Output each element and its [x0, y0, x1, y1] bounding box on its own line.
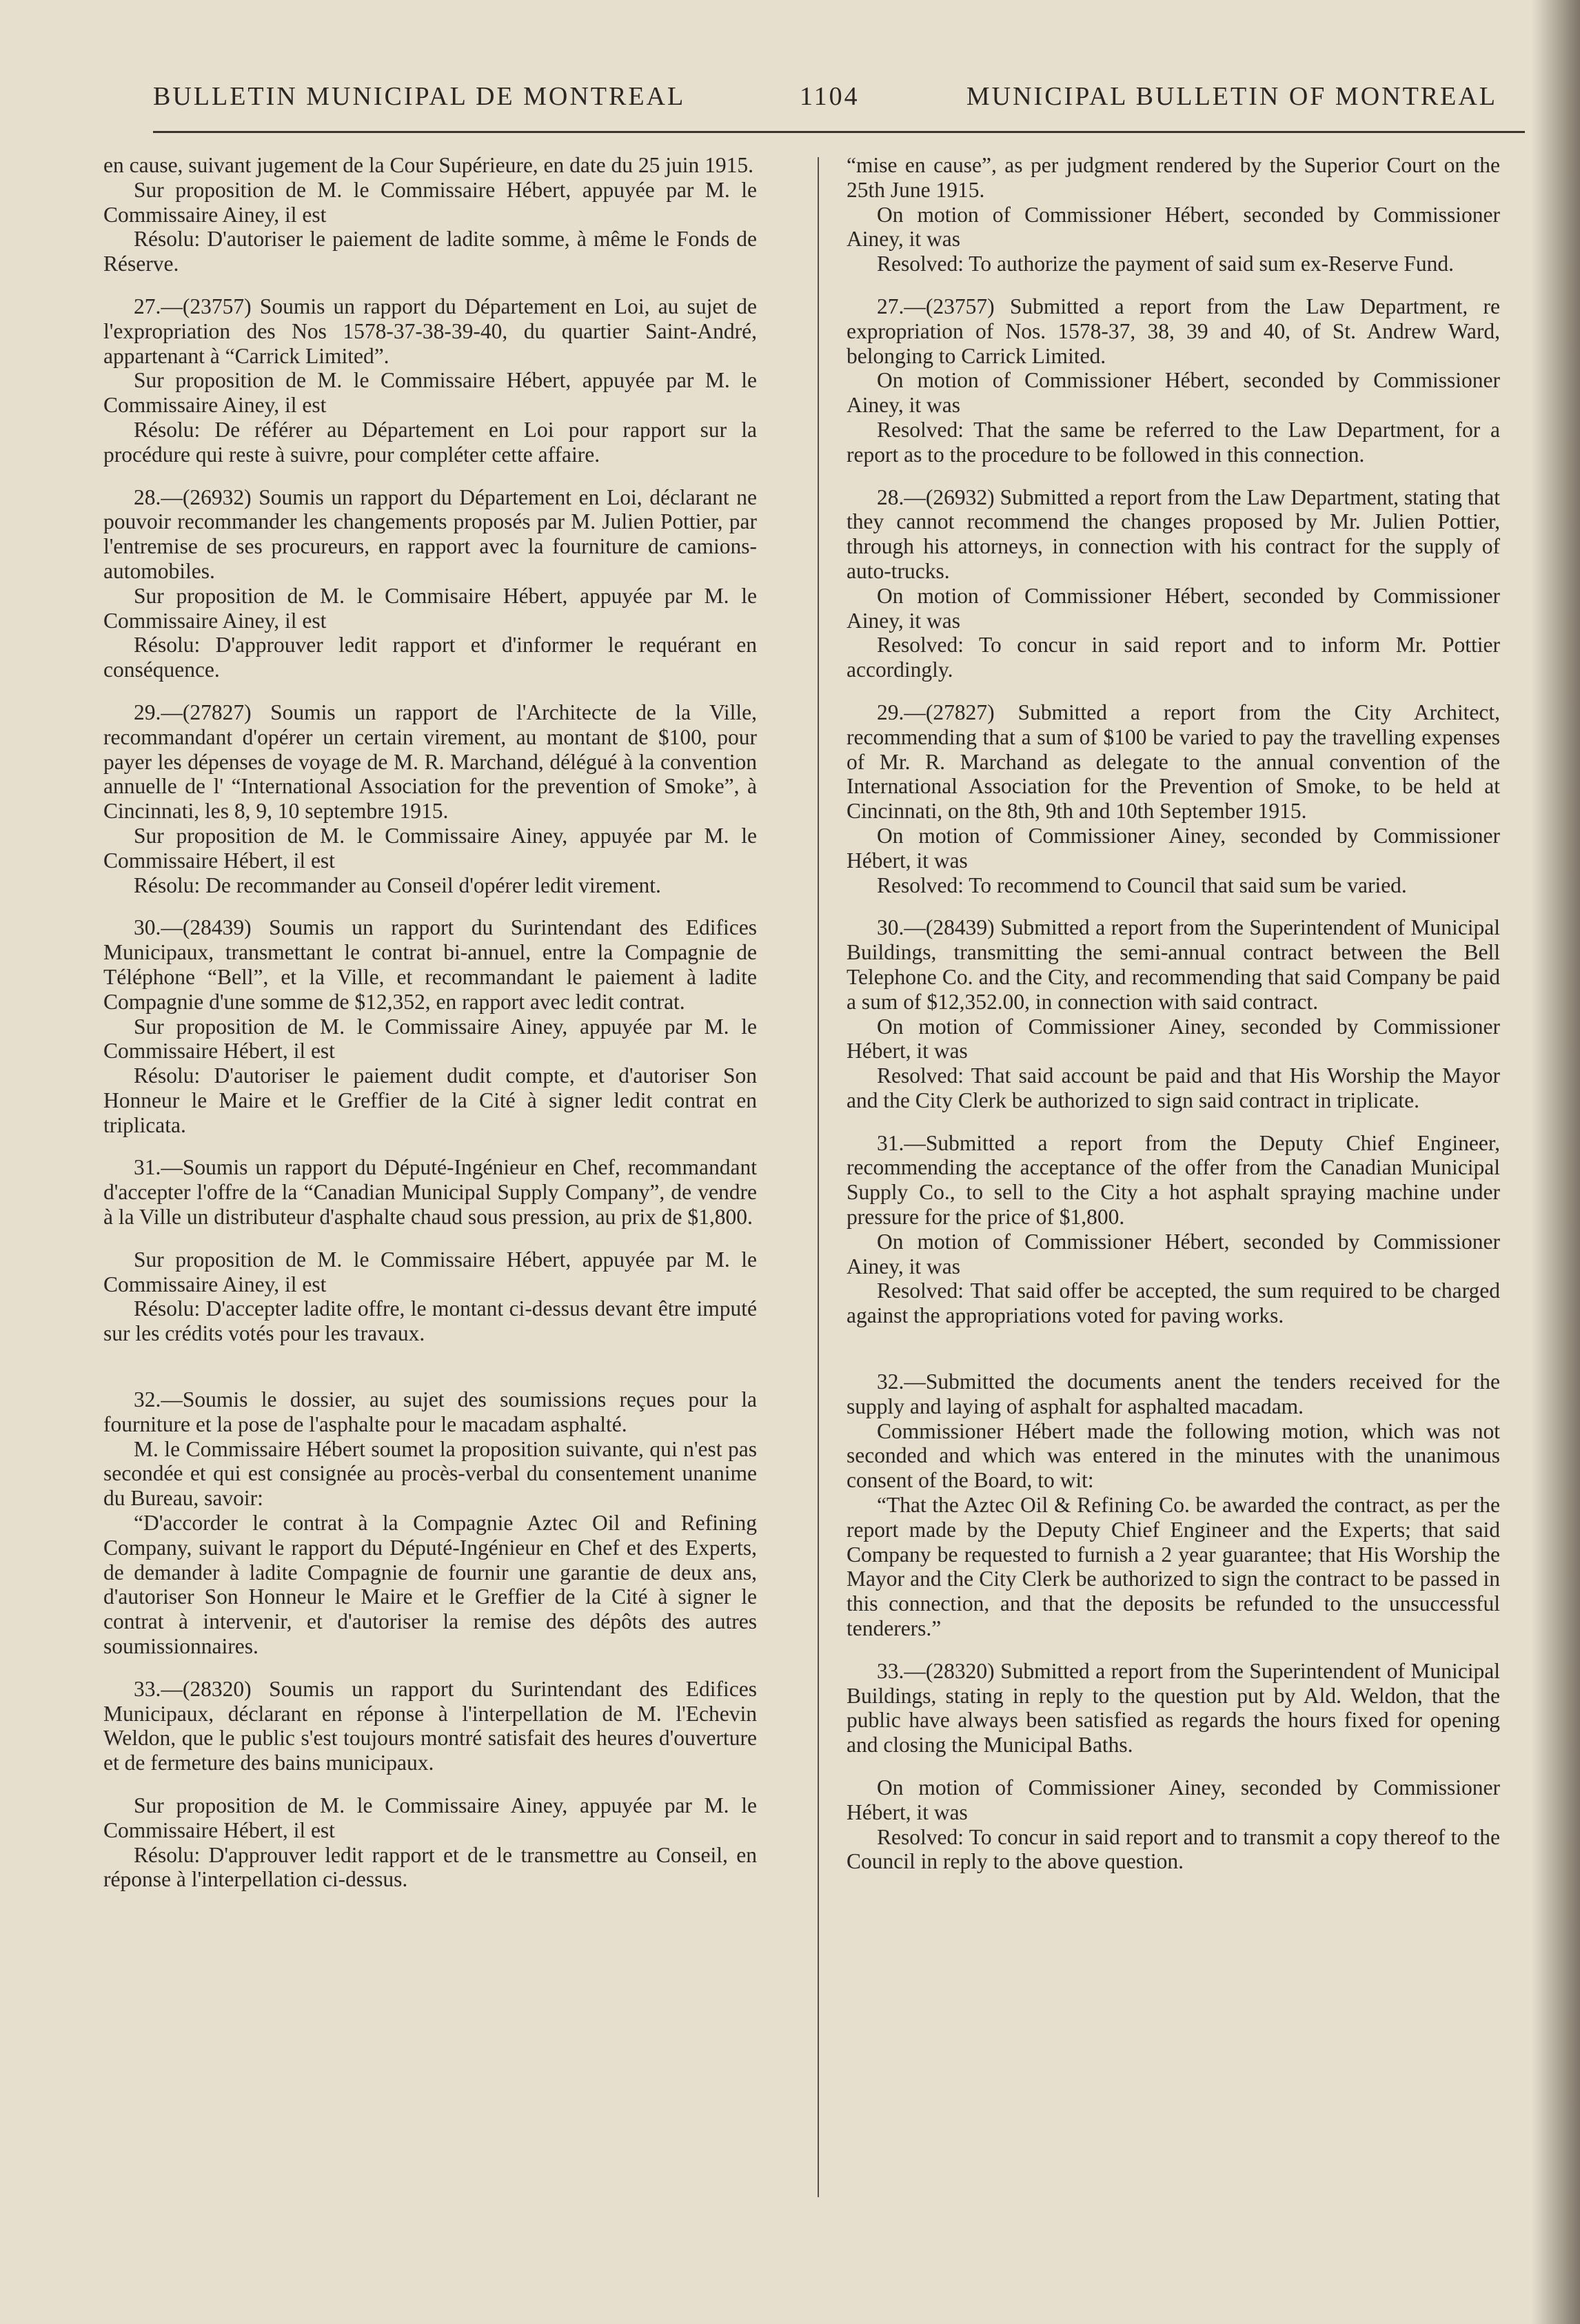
paragraph: 30.—(28439) Soumis un rapport du Surintendant des Edifices Municipaux, transmettant le contrat bi-annuel, entre la Compagnie de Téléphone “Bell”, et la Ville, et recommandant le paiement à ladite Compagnie d'une somme de $12,352, en rapport avec ledit contrat.	[103, 915, 757, 1014]
paragraph: Sur proposition de M. le Commisaire Hébert, appuyée par M. le Commissaire Ainey, il est	[103, 583, 757, 633]
paragraph: “That the Aztec Oil & Refining Co. be awarded the contract, as per the report made by the Deputy Chief Engineer and the Experts; that said Company be requested to furnish a 2 year guarantee; that His Worship the Mayor and the City Clerk be authorized to sign the contract to be passed in this connection, and that the deposits be refunded to the unsuccessful tenderers.”	[847, 1493, 1500, 1641]
header-title-english: MUNICIPAL BULLETIN OF MONTREAL	[966, 82, 1497, 111]
paragraph: 31.—Soumis un rapport du Député-Ingénieur en Chef, recommandant d'accepter l'offre de la “Canadian Municipal Supply Company”, de vendre à la Ville un distributeur d'asphalte chaud sous pression, au prix de $1,800.	[103, 1155, 757, 1230]
paragraph: Résolu: D'approuver ledit rapport et d'informer le requérant en conséquence.	[103, 633, 757, 682]
paragraph: Résolu: D'autoriser le paiement de ladite somme, à même le Fonds de Réserve.	[103, 227, 757, 276]
paragraph: On motion of Commissioner Hébert, seconded by Commissioner Ainey, it was	[847, 583, 1500, 633]
english-column	[847, 153, 1500, 1874]
paragraph: Sur proposition de M. le Commissaire Ainey, appuyée par M. le Commissaire Hébert, il est	[103, 1014, 757, 1063]
paragraph: Resolved: To concur in said report and to inform Mr. Pottier accordingly.	[847, 633, 1500, 682]
paragraph: Resolved: That said offer be accepted, the sum required to be charged against the appropriations voted for paving works.	[847, 1278, 1500, 1328]
header-title-french: BULLETIN MUNICIPAL DE MONTREAL	[153, 82, 686, 111]
paragraph: Resolved: That the same be referred to the Law Department, for a report as to the procedure to be followed in this connection.	[847, 417, 1500, 467]
paragraph: 33.—(28320) Submitted a report from the Superintendent of Municipal Buildings, stating in reply to the question put by Ald. Weldon, that the public have always been satisfied as regards the hours fixed for opening and closing the Municipal Baths.	[847, 1658, 1500, 1757]
french-column	[103, 153, 757, 1892]
paragraph: 33.—(28320) Soumis un rapport du Surintendant des Edifices Municipaux, déclarant en réponse à l'interpellation de M. l'Echevin Weldon, que le public s'est toujours montré satisfait des heures d'ouverture et de fermeture des bains municipaux.	[103, 1676, 757, 1775]
paragraph: Résolu: D'approuver ledit rapport et de le transmettre au Conseil, en réponse à l'interpellation ci-dessus.	[103, 1842, 757, 1892]
paragraph: 27.—(23757) Submitted a report from the Law Department, re expropriation of Nos. 1578-37, 38, 39 and 40, of St. Andrew Ward, belonging to Carrick Limited.	[847, 294, 1500, 368]
paragraph: 29.—(27827) Submitted a report from the City Architect, recommending that a sum of $100 be varied to pay the travelling expenses of Mr. R. Marchand as delegate to the annual convention of the International Association for the Prevention of Smoke, to be held at Cincinnati, on the 8th, 9th and 10th September 1915.	[847, 700, 1500, 824]
paragraph: en cause, suivant jugement de la Cour Supérieure, en date du 25 juin 1915.	[103, 153, 754, 177]
paragraph: 29.—(27827) Soumis un rapport de l'Architecte de la Ville, recommandant d'opérer un certain virement, au montant de $100, pour payer les dépenses de voyage de M. R. Marchand, délégué à la convention annuelle de l' “International Association for the prevention of Smoke”, à Cincinnati, les 8, 9, 10 septembre 1915.	[103, 700, 757, 824]
page-edge-shadow	[1532, 0, 1580, 2324]
paragraph: On motion of Commissioner Hébert, seconded by Commissioner Ainey, it was	[847, 1229, 1500, 1278]
paragraph: 30.—(28439) Submitted a report from the Superintendent of Municipal Buildings, transmitting the semi-annual contract between the Bell Telephone Co. and the City, and recommending that said Company be paid a sum of $12,352.00, in connection with said contract.	[847, 915, 1500, 1014]
paragraph: Sur proposition de M. le Commissaire Hébert, appuyée par M. le Commissaire Ainey, il est	[103, 177, 757, 227]
paragraph: 28.—(26932) Submitted a report from the Law Department, stating that they cannot recommend the changes proposed by Mr. Julien Pottier, through his attorneys, in connection with his contract for the supply of auto-trucks.	[847, 485, 1500, 583]
paragraph: Commissioner Hébert made the following motion, which was not seconded and which was entered in the minutes with the unanimous consent of the Board, to wit:	[847, 1418, 1500, 1493]
paragraph: 28.—(26932) Soumis un rapport du Département en Loi, déclarant ne pouvoir recommander les changements proposés par M. Julien Pottier, par l'entremise de ses procureurs, en rapport avec la fourniture de camions-automobiles.	[103, 485, 757, 583]
paragraph: Résolu: D'accepter ladite offre, le montant ci-dessus devant être imputé sur les crédits votés pour les travaux.	[103, 1296, 757, 1346]
paragraph: On motion of Commissioner Ainey, seconded by Commissioner Hébert, it was	[847, 823, 1500, 873]
paragraph: Resolved: To recommend to Council that said sum be varied.	[877, 873, 1407, 897]
paragraph: Résolu: De référer au Département en Loi pour rapport sur la procédure qui reste à suivre, pour compléter cette affaire.	[103, 417, 757, 467]
paragraph: Résolu: D'autoriser le paiement dudit compte, et d'autoriser Son Honneur le Maire et le Greffier de la Cité à signer ledit contrat en triplicata.	[103, 1063, 757, 1137]
paragraph: Resolved: To authorize the payment of said sum ex-Reserve Fund.	[877, 252, 1455, 276]
paragraph: Sur proposition de M. le Commissaire Hébert, appuyée par M. le Commissaire Ainey, il est	[103, 368, 757, 418]
paragraph: 31.—Submitted a report from the Deputy Chief Engineer, recommending the acceptance of the offer from the Canadian Municipal Supply Co., to sell to the City a hot asphalt spraying machine under pressure for the price of $1,800.	[847, 1130, 1500, 1230]
paragraph: On motion of Commissioner Hébert, seconded by Commissioner Ainey, it was	[847, 368, 1500, 418]
paragraph: Sur proposition de M. le Commissaire Hébert, appuyée par M. le Commissaire Ainey, il est	[103, 1247, 757, 1296]
paragraph: “mise en cause”, as per judgment rendered by the Superior Court on the 25th June 1915.	[847, 153, 1500, 202]
paragraph: On motion of Commissioner Ainey, seconded by Commissioner Hébert, it was	[847, 1775, 1500, 1824]
header-rule	[153, 131, 1525, 133]
paragraph: On motion of Commissioner Hébert, seconded by Commissioner Ainey, it was	[847, 202, 1500, 252]
paragraph: Resolved: To concur in said report and to transmit a copy thereof to the Council in reply to the above question.	[847, 1824, 1500, 1874]
paragraph: Sur proposition de M. le Commissaire Ainey, appuyée par M. le Commissaire Hébert, il est	[103, 823, 757, 873]
paragraph: 27.—(23757) Soumis un rapport du Département en Loi, au sujet de l'expropriation des Nos 1578-37-38-39-40, du quartier Saint-André, appartenant à “Carrick Limited”.	[103, 294, 757, 368]
paragraph: “D'accorder le contrat à la Compagnie Aztec Oil and Refining Company, suivant le rapport du Député-Ingénieur en Chef et des Experts, de demander à ladite Compagnie de fournir une garantie de deux ans, d'autoriser Son Honneur le Maire et le Greffier de la Cité à signer le contrat à intervenir, et d'autoriser la remise des dépôts des autres soumissionnaires.	[103, 1511, 757, 1659]
paragraph: 32.—Soumis le dossier, au sujet des soumissions reçues pour la fourniture et la pose de l'asphalte pour le macadam asphalté.	[103, 1387, 757, 1436]
paragraph: Sur proposition de M. le Commissaire Ainey, appuyée par M. le Commissaire Hébert, il est	[103, 1793, 757, 1842]
paragraph: Resolved: That said account be paid and that His Worship the Mayor and the City Clerk be authorized to sign said contract in triplicate.	[847, 1063, 1500, 1112]
paragraph: M. le Commissaire Hébert soumet la proposition suivante, qui n'est pas secondée et qui est consignée au procès-verbal du consentement unanime du Bureau, savoir:	[103, 1436, 757, 1511]
paragraph: Résolu: De recommander au Conseil d'opérer ledit virement.	[134, 873, 661, 897]
paragraph: 32.—Submitted the documents anent the tenders received for the supply and laying of asphalt for asphalted macadam.	[847, 1369, 1500, 1418]
paragraph: On motion of Commissioner Ainey, seconded by Commissioner Hébert, it was	[847, 1014, 1500, 1063]
column-divider	[818, 157, 819, 2197]
running-header	[153, 77, 1497, 119]
page-number: 1104	[800, 82, 860, 111]
